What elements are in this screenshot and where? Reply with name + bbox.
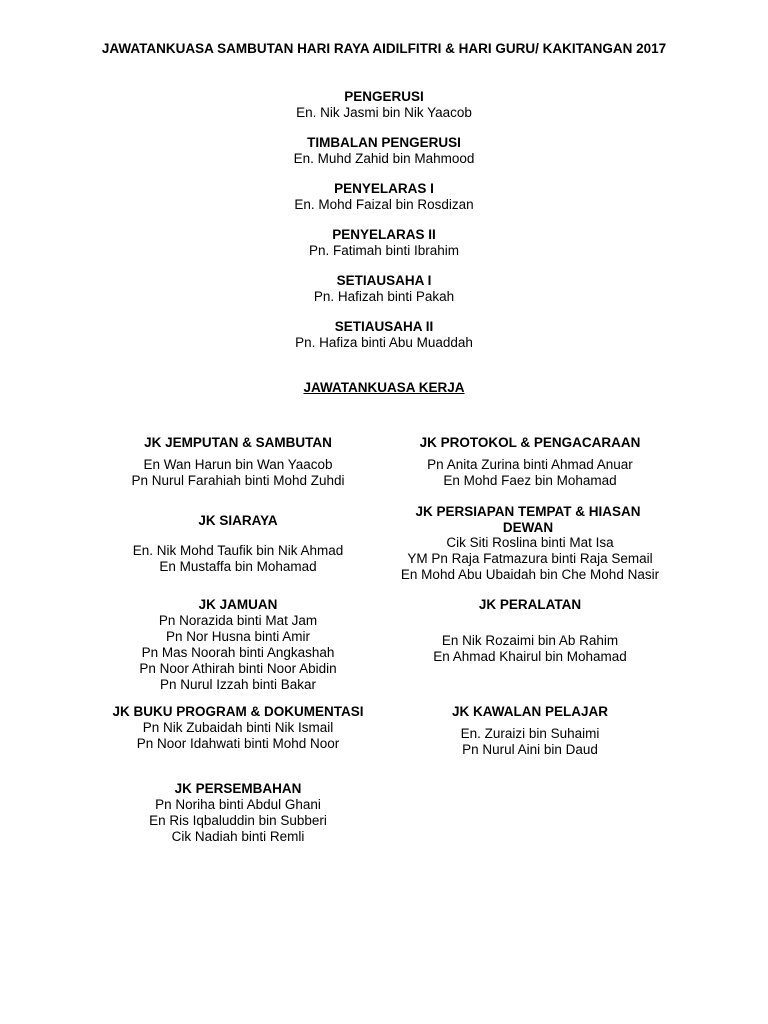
committee-members bbox=[90, 543, 386, 575]
document-title: JAWATANKUASA SAMBUTAN HARI RAYA AIDILFITRI & HARI GURU/ KAKITANGAN 2017 bbox=[101, 41, 667, 56]
committee-members bbox=[380, 726, 680, 758]
committee-members bbox=[90, 613, 386, 693]
committee-jamuan bbox=[90, 597, 386, 693]
officer-name: En. Nik Jasmi bin Nik Yaacob bbox=[296, 105, 472, 120]
member-name: En Mohd Faez bin Mohamad bbox=[443, 473, 617, 488]
member-name: Pn Nurul Farahiah binti Mohd Zuhdi bbox=[131, 473, 345, 488]
officer-chairman bbox=[184, 89, 584, 121]
committee-name: JK PROTOKOL & PENGACARAAN bbox=[419, 435, 641, 450]
committee-persiapan-tempat bbox=[396, 504, 660, 536]
committee-name: JK KAWALAN PELAJAR bbox=[451, 704, 608, 719]
committee-siaraya bbox=[90, 513, 386, 575]
member-name: Pn Nik Zubaidah binti Nik Ismail bbox=[142, 720, 334, 735]
committee-members bbox=[380, 535, 680, 583]
member-name: Cik Siti Roslina binti Mat Isa bbox=[446, 535, 614, 550]
committee-members bbox=[90, 457, 386, 489]
member-name: En Wan Harun bin Wan Yaacob bbox=[143, 457, 333, 472]
officer-coordinator-1 bbox=[184, 181, 584, 213]
member-name: Pn Mas Noorah binti Angkashah bbox=[141, 645, 335, 660]
committee-name: JK PERALATAN bbox=[478, 597, 582, 612]
member-name: En Nik Rozaimi bin Ab Rahim bbox=[441, 633, 619, 648]
member-name: Pn Nor Husna binti Amir bbox=[165, 629, 311, 644]
committee-persembahan bbox=[90, 781, 386, 845]
member-name: En. Zuraizi bin Suhaimi bbox=[460, 726, 600, 741]
member-name: Pn Noor Idahwati binti Mohd Noor bbox=[136, 736, 340, 751]
member-name: Pn Nurul Aini bin Daud bbox=[462, 742, 598, 757]
officer-role: SETIAUSAHA I bbox=[336, 273, 432, 288]
officer-name: En. Muhd Zahid bin Mahmood bbox=[293, 151, 475, 166]
member-name: Pn Noriha binti Abdul Ghani bbox=[155, 797, 321, 812]
officer-role: PENGERUSI bbox=[344, 89, 424, 104]
committee-members bbox=[380, 633, 680, 665]
officer-role: PENYELARAS II bbox=[332, 227, 436, 242]
committee-kawalan-pelajar bbox=[380, 704, 680, 758]
section-heading: JAWATANKUASA KERJA bbox=[303, 380, 465, 395]
member-name: En Ris Iqbaluddin bin Subberi bbox=[149, 813, 327, 828]
member-name: Pn Nurul Izzah binti Bakar bbox=[159, 677, 317, 692]
committee-jemputan-sambutan bbox=[90, 435, 386, 489]
member-name: YM Pn Raja Fatmazura binti Raja Semail bbox=[407, 551, 653, 566]
committee-name: JK PERSEMBAHAN bbox=[174, 781, 302, 796]
committee-name: JK SIARAYA bbox=[198, 513, 278, 528]
officer-coordinator-2 bbox=[184, 227, 584, 259]
officer-secretary-2 bbox=[184, 319, 584, 351]
officer-role: TIMBALAN PENGERUSI bbox=[307, 135, 461, 150]
member-name: Cik Nadiah binti Remli bbox=[171, 829, 305, 844]
member-name: Pn Noor Athirah binti Noor Abidin bbox=[139, 661, 337, 676]
committee-name: JK JEMPUTAN & SAMBUTAN bbox=[144, 435, 332, 450]
committee-buku-program bbox=[90, 704, 386, 752]
member-name: En Mustaffa bin Mohamad bbox=[159, 559, 317, 574]
officer-deputy-chairman bbox=[184, 135, 584, 167]
committee-name: JK PERSIAPAN TEMPAT & HIASAN DEWAN bbox=[415, 504, 641, 535]
member-name: En Ahmad Khairul bin Mohamad bbox=[433, 649, 627, 664]
committee-protokol-pengacaraan bbox=[380, 435, 680, 489]
officer-name: Pn. Hafizah binti Pakah bbox=[313, 289, 455, 304]
officer-secretary-1 bbox=[184, 273, 584, 305]
officer-role: SETIAUSAHA II bbox=[334, 319, 434, 334]
committee-persiapan-tempat-members bbox=[380, 535, 680, 583]
officer-role: PENYELARAS I bbox=[334, 181, 434, 196]
committee-name: JK JAMUAN bbox=[198, 597, 278, 612]
member-name: Pn Norazida binti Mat Jam bbox=[158, 613, 318, 628]
officer-name: Pn. Fatimah binti Ibrahim bbox=[308, 243, 460, 258]
committee-members bbox=[380, 457, 680, 489]
officer-name: En. Mohd Faizal bin Rosdizan bbox=[294, 197, 474, 212]
committee-name: JK BUKU PROGRAM & DOKUMENTASI bbox=[112, 704, 364, 719]
committee-members bbox=[90, 797, 386, 845]
committee-peralatan bbox=[380, 597, 680, 665]
officer-name: Pn. Hafiza binti Abu Muaddah bbox=[295, 335, 473, 350]
member-name: Pn Anita Zurina binti Ahmad Anuar bbox=[427, 457, 633, 472]
member-name: En Mohd Abu Ubaidah bin Che Mohd Nasir bbox=[400, 567, 660, 582]
member-name: En. Nik Mohd Taufik bin Nik Ahmad bbox=[132, 543, 344, 558]
committee-members bbox=[90, 720, 386, 752]
